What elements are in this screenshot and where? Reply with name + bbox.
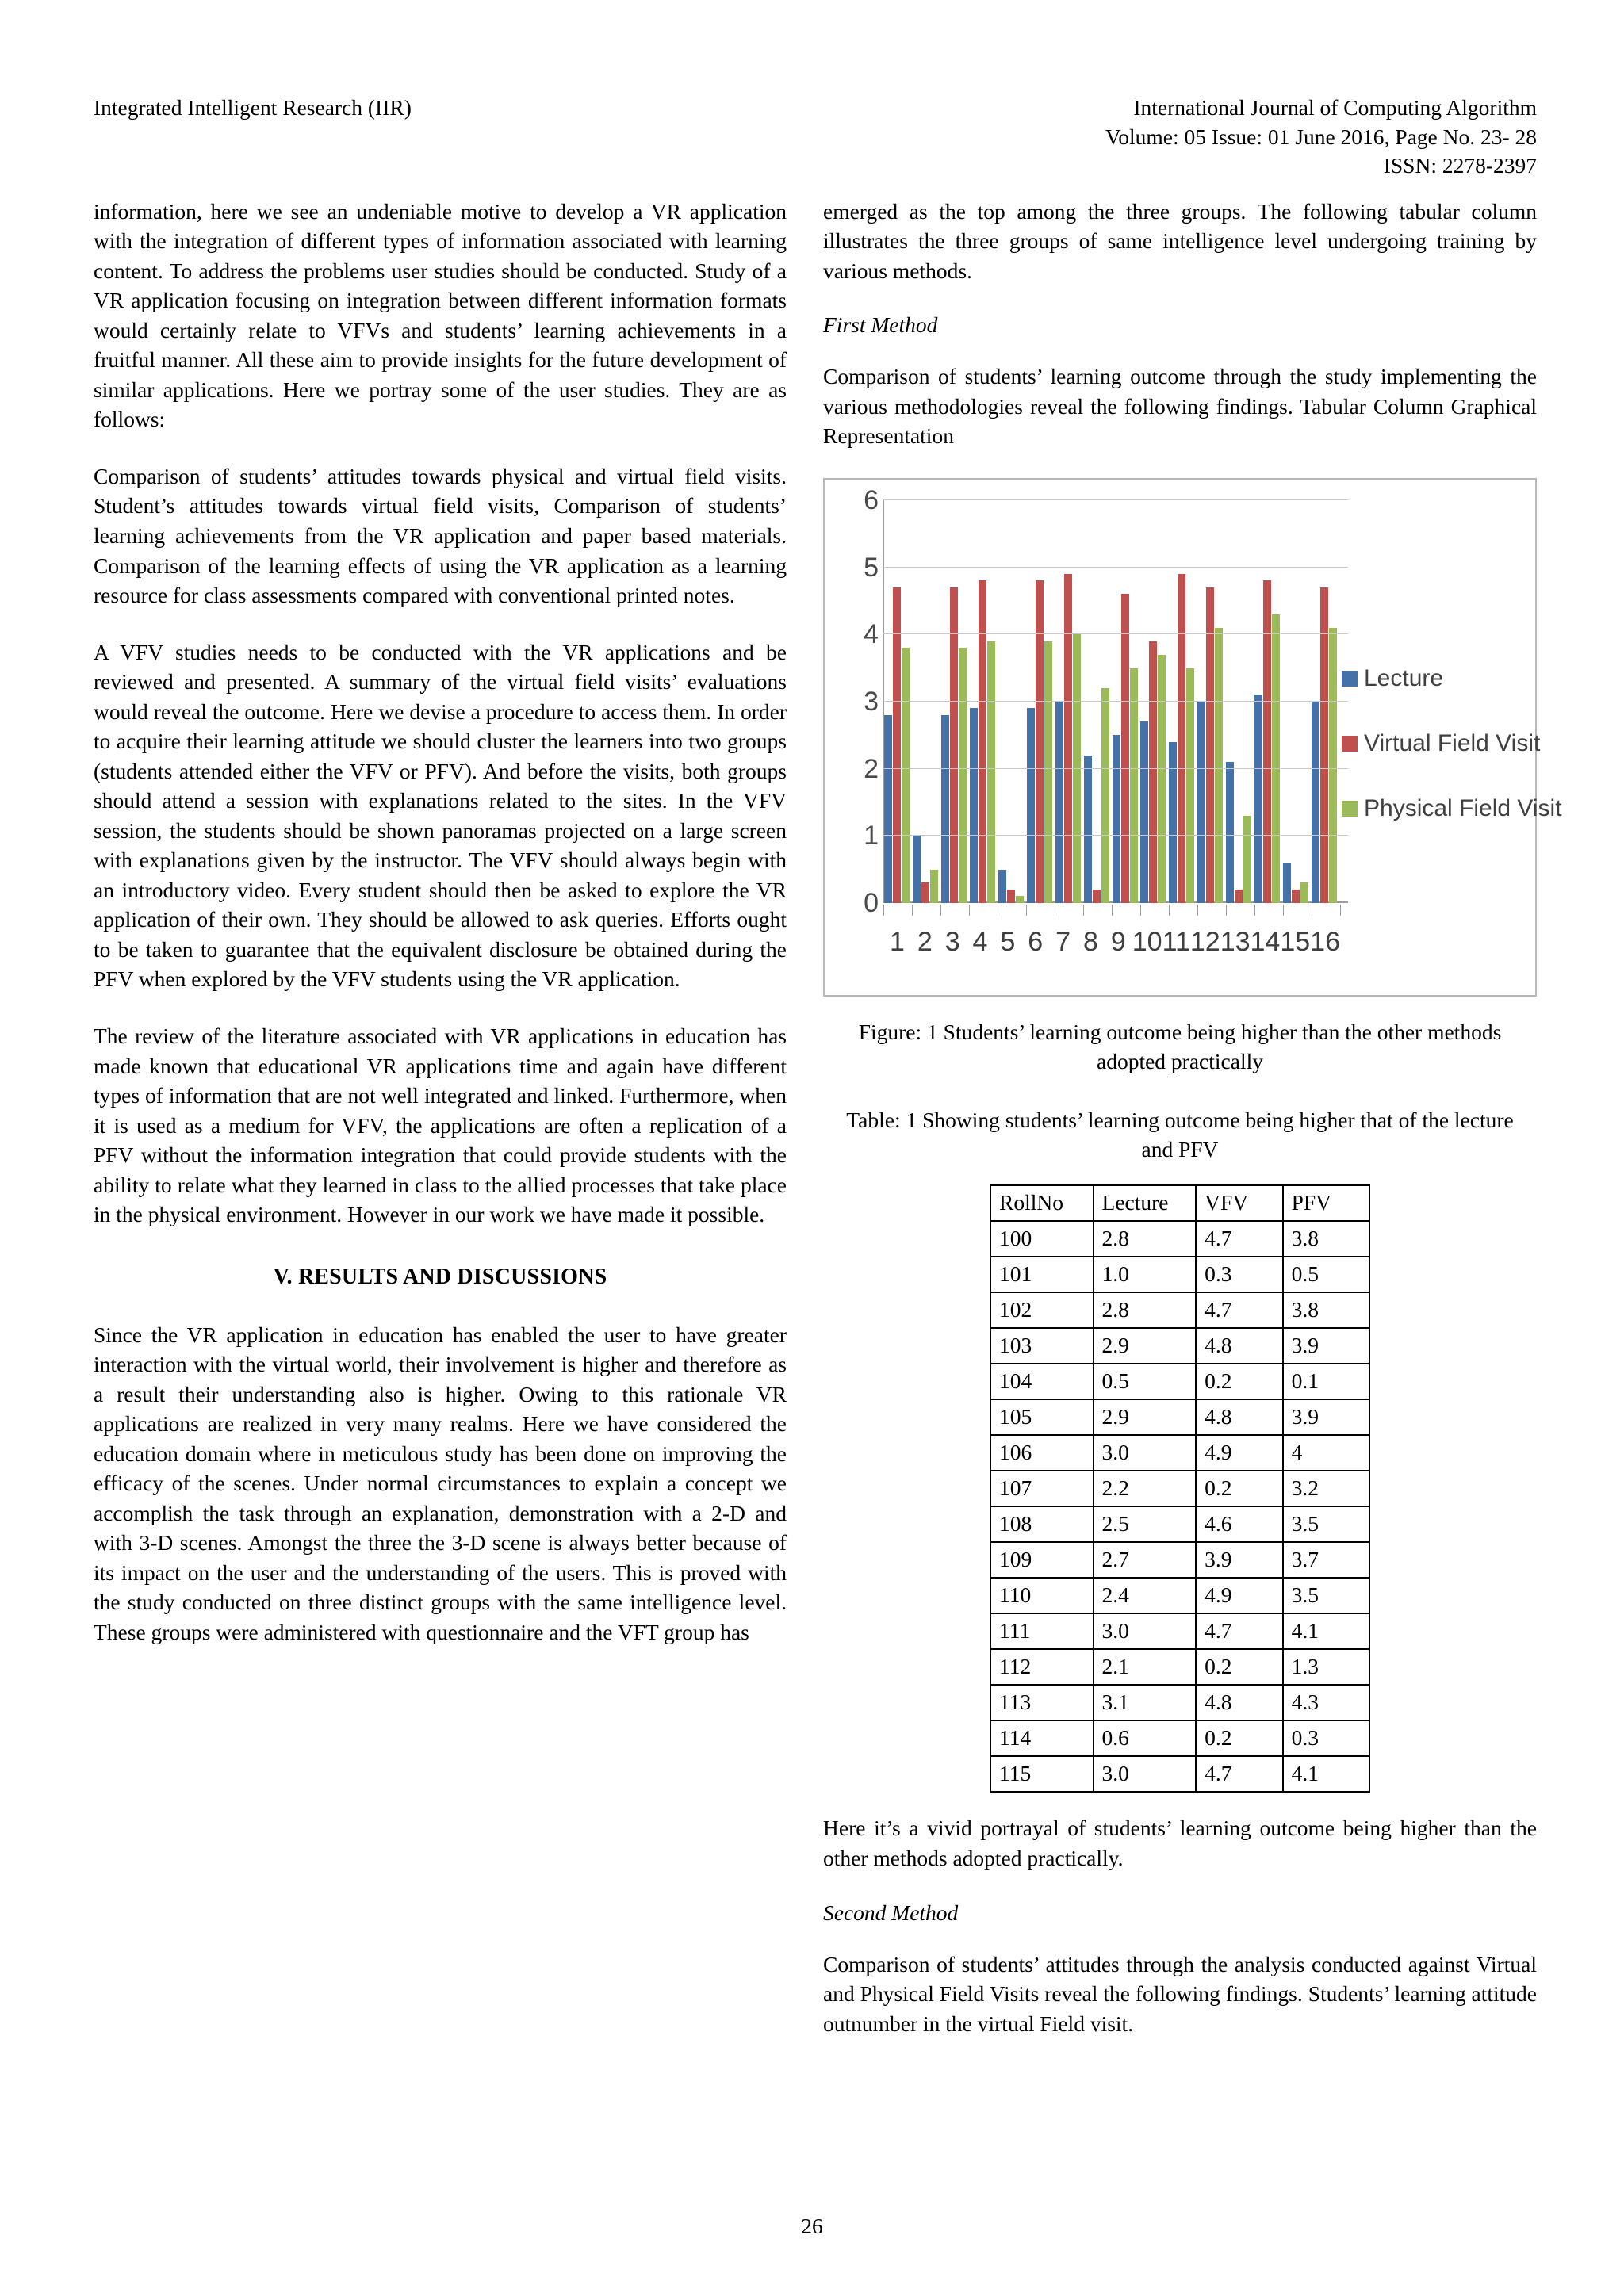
x-axis-tick [1226,905,1227,916]
table-cell: 112 [990,1649,1094,1685]
x-axis-tick [912,905,913,916]
table-body [990,1221,1369,1792]
bar-virtual-field-visit [1263,580,1271,902]
publisher-name: Integrated Intelligent Research (IIR) [94,95,412,120]
bar-group [1027,500,1055,903]
bar-virtual-field-visit [921,882,929,902]
table-row [990,1257,1369,1292]
paragraph-second-method: Comparison of students’ attitudes through the analysis conducted against Virtual and Physical Field Visits reveal the following findings. Students’ learning attitude outnumber in the virtual Field visit. [823,1951,1537,2036]
paragraph-information: information, here we see an undeniable motive to develop a VR application with the integration of different types of information associated with learning content. To address the problems user studies should be conducted. Study of a VR application focusing on integration between different information formats would certainly relate to VFVs and students’ learning achievements in a fruitful manner. All these aim to provide insights for the future development of similar applications. Here we portray some of the user studies. They are as follows: [94,198,787,432]
table-cell: 2.7 [1094,1542,1197,1578]
table-cell: 105 [990,1399,1094,1435]
bar-physical-field-visit [1243,816,1251,903]
table-cell: 2.8 [1094,1292,1197,1328]
bar-virtual-field-visit [893,587,901,903]
x-axis-tick-label: 11 [1162,926,1190,957]
bar-group [1113,500,1141,903]
table-cell: 3.8 [1283,1292,1369,1328]
bar-physical-field-visit [1158,655,1166,903]
legend-label: Lecture [1364,664,1444,691]
table-cell: 3.5 [1283,1506,1369,1542]
table-cell: 101 [990,1257,1094,1292]
chart-legend [1342,664,1562,862]
bar-physical-field-visit [959,648,967,903]
x-axis-tick-label: 1 [889,926,905,957]
x-axis-tick-label: 15 [1280,926,1311,957]
table-cell: 104 [990,1364,1094,1399]
section-heading-results: V. RESULTS AND DISCUSSIONS [273,1264,607,1289]
table-cell: 4.3 [1283,1685,1369,1720]
x-axis-tick-label: 16 [1310,926,1340,957]
journal-info [1105,94,1537,181]
paragraph-first-method: Comparison of students’ learning outcome through the study implementing the various methodologies reveal the following findings. Tabular Column Graphical Representation [823,364,1537,449]
table-cell: 2.5 [1094,1506,1197,1542]
bar-physical-field-visit [930,870,938,903]
bar-lecture [884,715,892,903]
table-cell: 4.7 [1196,1221,1282,1257]
y-axis-tick-label: 5 [864,552,879,583]
bar-group [1140,500,1169,903]
y-axis-tick-label: 3 [864,686,879,717]
table-header-cell: RollNo [990,1185,1094,1221]
table-row [990,1328,1369,1364]
table-cell: 4.1 [1283,1756,1369,1792]
x-axis-tick [1340,905,1341,916]
bar-virtual-field-visit [1235,890,1243,903]
x-axis-tick-label: 10 [1132,926,1162,957]
bar-lecture [941,715,949,903]
table-cell: 0.1 [1283,1364,1369,1399]
table-row [990,1720,1369,1756]
bar-physical-field-visit [1073,634,1081,903]
legend-swatch-icon [1342,801,1358,817]
bar-lecture [1113,735,1120,903]
table-cell: 108 [990,1506,1094,1542]
y-axis-tick-labels [841,480,879,995]
bar-group [884,500,913,903]
x-axis-tick [969,905,970,916]
chart-inner [825,480,1562,995]
bar-virtual-field-visit [1292,890,1300,903]
bar-group [1169,500,1197,903]
table-header-cell: VFV [1196,1185,1282,1221]
bar-lecture [1055,702,1063,903]
bar-lecture [1140,721,1148,903]
chart-bar-groups [884,500,1340,903]
table-head [990,1185,1369,1221]
bar-lecture [1254,695,1262,902]
bar-lecture [1312,702,1320,903]
chart-gridline [883,701,1348,702]
chart-gridline [883,835,1348,836]
bar-lecture [998,870,1006,903]
table-cell: 0.5 [1094,1364,1197,1399]
paragraph-emerged-top: emerged as the top among the three groups. The following tabular column illustrates the three groups of same intelligence level undergoing training by various methods. [823,198,1537,283]
bar-physical-field-visit [1215,628,1223,903]
x-axis-tick-label: 6 [1028,926,1044,957]
x-axis-tick-label: 4 [972,926,988,957]
x-axis-tick [940,905,941,916]
bar-group [1312,500,1340,903]
chart-plot-area [883,500,1340,903]
table-cell: 115 [990,1756,1094,1792]
table-cell: 3.8 [1283,1221,1369,1257]
table-cell: 1.3 [1283,1649,1369,1685]
bar-physical-field-visit [987,641,995,903]
table-cell: 2.9 [1094,1328,1197,1364]
table-cell: 107 [990,1471,1094,1506]
bar-group [970,500,998,903]
bar-virtual-field-visit [979,580,986,902]
table-cell: 3.9 [1283,1328,1369,1364]
legend-item-virtual-field-visit [1342,729,1541,756]
bar-virtual-field-visit [1149,641,1157,903]
paragraph-vfv-studies: A VFV studies needs to be conducted with the VR applications and be reviewed and presented. A summary of the virtual field visits’ evaluations would reveal the outcome. Here we devise a procedure to access them. In order to acquire their learning attitude we should cluster the learners into two groups (students attended either the VFV or PFV). And before the visits, both groups should attend a session with explanations related to the sites. In the VFV session, the students should be shown panoramas projected on a large screen with explanations given by the instructor. The VFV should always begin with an introductory video. Every student should then be asked to explore the VR application of their own. They should be allowed to ask queries. Efforts ought to be taken to guarantee that the equivalent disclosure be obtained during the PFV when explored by the VFV students using the VR application. [94,639,787,992]
bar-physical-field-visit [902,648,910,903]
bar-physical-field-visit [1329,628,1337,903]
table-wrapper [823,1184,1537,1793]
table-cell: 3.0 [1094,1613,1197,1649]
x-axis-tick-labels [883,928,1340,968]
x-axis-tick-label: 12 [1189,926,1220,957]
legend-swatch-icon [1342,736,1358,752]
table-cell: 109 [990,1542,1094,1578]
table-cell: 102 [990,1292,1094,1328]
table-cell: 2.4 [1094,1578,1197,1613]
x-axis-ticks [883,903,1340,916]
table-row [990,1685,1369,1720]
table-row [990,1578,1369,1613]
table-cell: 4.8 [1196,1685,1282,1720]
bar-virtual-field-visit [1064,574,1072,903]
table-cell: 3.0 [1094,1756,1197,1792]
bar-group [1254,500,1283,903]
table-cell: 0.3 [1196,1257,1282,1292]
x-axis-tick-label: 14 [1250,926,1281,957]
table-cell: 0.2 [1196,1720,1282,1756]
bar-lecture [1283,863,1291,903]
table-cell: 3.0 [1094,1435,1197,1471]
results-table [990,1184,1370,1793]
table-cell: 0.2 [1196,1364,1282,1399]
table-cell: 114 [990,1720,1094,1756]
bar-virtual-field-visit [1320,587,1328,903]
bar-virtual-field-visit [1007,890,1015,903]
chart-gridline [883,567,1348,568]
x-axis-tick [1283,905,1284,916]
bar-lecture [1169,742,1177,903]
bar-lecture [1027,708,1035,903]
bar-virtual-field-visit [1178,574,1185,903]
table-row [990,1613,1369,1649]
y-axis-tick-label: 0 [864,887,879,918]
table-cell: 4.1 [1283,1613,1369,1649]
table-cell: 4.9 [1196,1578,1282,1613]
table-row [990,1506,1369,1542]
bar-physical-field-visit [1300,882,1308,902]
x-axis-tick-label: 9 [1110,926,1126,957]
x-axis-tick-label: 8 [1082,926,1098,957]
x-axis-tick-label: 5 [1000,926,1016,957]
legend-item-lecture [1342,664,1521,691]
bar-virtual-field-visit [1206,587,1214,903]
legend-label: Physical Field Visit [1364,794,1562,821]
table-cell: 113 [990,1685,1094,1720]
paragraph-results-discussion: Since the VR application in education has enabled the user to have greater interaction with the virtual world, their involvement is higher and therefore as a result their understanding also is higher. Owing to this rationale VR applications are realized in very many realms. Here we have considered the education domain where in meticulous study has been done on improving the efficacy of the scenes. Under normal circumstances to explain a concept we accomplish the task through an explanation, demonstration with a 2-D and with 3-D scenes. Amongst the three the 3-D scene is always better because of its impact on the user and the understanding of the users. This is proved with the study conducted on three distinct groups with the same intelligence level. These groups were administered with questionnaire and the VFT group has [94,1322,787,1644]
x-axis-tick [1112,905,1113,916]
bar-physical-field-visit [1101,688,1109,903]
table-cell: 2.8 [1094,1221,1197,1257]
two-column-body [94,197,1562,2061]
paragraph-literature-review: The review of the literature associated with VR applications in education has made known that educational VR applications time and again have different types of information that are not well integrated and linked. Furthermore, when it is used as a medium for VFV, the applications are often a replication of a PFV without the information integration that could provide students with the ability to relate what they learned in class to the allied processes that take place in the physical environment. However in our work we have made it possible. [94,1023,787,1227]
table-row [990,1292,1369,1328]
table-cell: 2.1 [1094,1649,1197,1685]
table-row [990,1542,1369,1578]
bar-group [1055,500,1084,903]
table-header-cell: Lecture [1094,1185,1197,1221]
x-axis-tick [1083,905,1084,916]
y-axis-tick-label: 1 [864,821,879,851]
bar-physical-field-visit [1044,641,1052,903]
table-row [990,1399,1369,1435]
bar-group [1197,500,1226,903]
table-cell: 4 [1283,1435,1369,1471]
table-row [990,1756,1369,1792]
table-row [990,1221,1369,1257]
table-row [990,1364,1369,1399]
bar-virtual-field-visit [1093,890,1101,903]
legend-label: Virtual Field Visit [1364,729,1541,756]
bar-virtual-field-visit [1036,580,1044,902]
table-header-cell: PFV [1283,1185,1369,1221]
table-row [990,1435,1369,1471]
x-axis-tick-label: 7 [1055,926,1071,957]
bar-lecture [970,708,978,903]
bar-group [1226,500,1254,903]
table-cell: 1.0 [1094,1257,1197,1292]
table-cell: 4.8 [1196,1399,1282,1435]
table-cell: 4.9 [1196,1435,1282,1471]
table-cell: 110 [990,1578,1094,1613]
figure-caption: Figure: 1 Students’ learning outcome being higher than the other methods adopted practically [858,1019,1502,1074]
subheading-first-method: First Method [823,312,938,338]
bar-lecture [1226,762,1234,903]
chart-gridline [883,633,1348,634]
chart-gridline [883,768,1348,769]
bar-group [998,500,1027,903]
page-number: 26 [801,2214,823,2238]
bar-lecture [913,836,921,903]
table-cell: 3.9 [1196,1542,1282,1578]
running-head [94,94,1537,181]
table-cell: 0.6 [1094,1720,1197,1756]
table-cell: 4.6 [1196,1506,1282,1542]
table-row [990,1471,1369,1506]
x-axis-tick-label: 13 [1220,926,1251,957]
table-cell: 3.5 [1283,1578,1369,1613]
x-axis-tick [1254,905,1255,916]
legend-item-physical-field-visit [1342,794,1562,821]
table-cell: 3.7 [1283,1542,1369,1578]
bar-lecture [1084,756,1092,903]
legend-swatch-icon [1342,671,1358,687]
table-cell: 0.5 [1283,1257,1369,1292]
x-axis-tick [1197,905,1198,916]
bar-physical-field-visit [1130,668,1138,903]
y-axis-tick-label: 2 [864,753,879,784]
table-cell: 4.8 [1196,1328,1282,1364]
table-cell: 4.7 [1196,1756,1282,1792]
x-axis-tick [883,905,884,916]
journal-title: International Journal of Computing Algorithm [1133,95,1537,120]
table-cell: 4.7 [1196,1613,1282,1649]
table-cell: 103 [990,1328,1094,1364]
bar-lecture [1197,702,1205,903]
table-cell: 4.7 [1196,1292,1282,1328]
journal-volume: Volume: 05 Issue: 01 June 2016, Page No. 23- 28 [1105,124,1537,149]
table-row [990,1649,1369,1685]
table-cell: 111 [990,1613,1094,1649]
subheading-second-method: Second Method [823,1900,959,1925]
table-cell: 2.9 [1094,1399,1197,1435]
bar-physical-field-visit [1272,614,1280,903]
table-cell: 0.2 [1196,1471,1282,1506]
table-cell: 106 [990,1435,1094,1471]
bar-virtual-field-visit [950,587,958,903]
bar-virtual-field-visit [1121,594,1129,902]
paragraph-comparison-attitudes: Comparison of students’ attitudes towards physical and virtual field visits. Student’s attitudes towards virtual field visits, Comparison of students’ learning achievements from the VR application and paper based materials. Comparison of the learning effects of using the VR application as a learning resource for class assessments compared with conventional printed notes. [94,463,787,608]
x-axis-tick [1140,905,1141,916]
bar-group [1084,500,1113,903]
x-axis-tick-label: 2 [917,926,933,957]
y-axis-tick-label: 4 [864,619,879,650]
bar-physical-field-visit [1186,668,1194,903]
journal-issn: ISSN: 2278-2397 [1383,153,1537,178]
table-cell: 3.2 [1283,1471,1369,1506]
table-caption: Table: 1 Showing students’ learning outcome being higher that of the lecture and PFV [846,1107,1514,1162]
table-cell: 2.2 [1094,1471,1197,1506]
x-axis-tick-label: 3 [944,926,960,957]
bar-group [1283,500,1312,903]
table-header-row [990,1185,1369,1221]
table-cell: 100 [990,1221,1094,1257]
y-axis-tick-label: 6 [864,484,879,515]
left-column [94,197,787,2061]
x-axis-tick [1169,905,1170,916]
bar-chart [823,478,1562,997]
chart-gridline [883,499,1348,500]
bar-group [913,500,941,903]
table-cell: 3.1 [1094,1685,1197,1720]
table-cell: 3.9 [1283,1399,1369,1435]
table-cell: 0.3 [1283,1720,1369,1756]
table-cell: 0.2 [1196,1649,1282,1685]
right-column [823,197,1562,2061]
bar-group [941,500,970,903]
x-axis-tick [1026,905,1027,916]
paragraph-vivid-portrayal: Here it’s a vivid portrayal of students’ learning outcome being higher than the other methods adopted practically. [823,1816,1537,1870]
